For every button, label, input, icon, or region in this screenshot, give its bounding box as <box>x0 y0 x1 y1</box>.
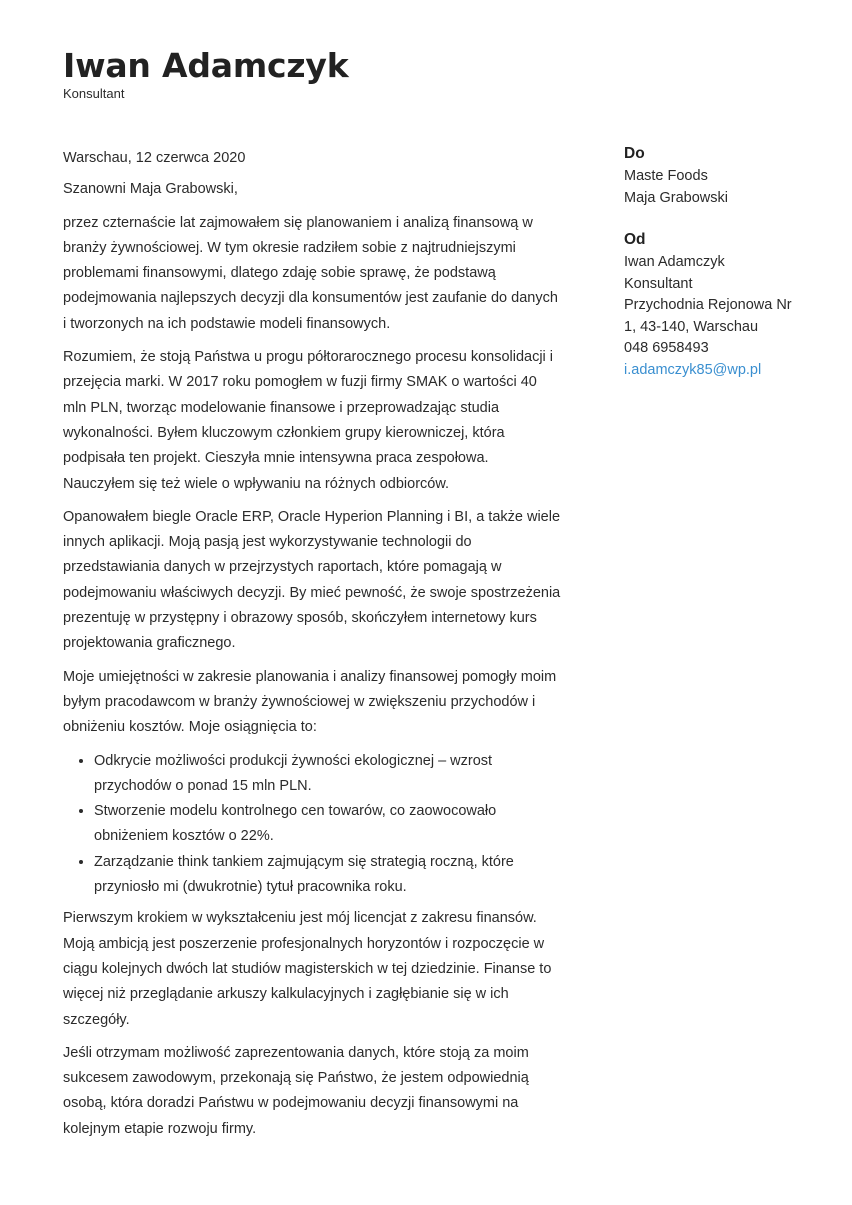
sender-phone: 048 6958493 <box>624 340 709 356</box>
contact-sidebar <box>624 144 824 402</box>
body-paragraph: Jeśli otrzymam możliwość zaprezentowania danych, które stoją za moim sukcesem zawodowym, przekonają się Państwo, że jestem odpowiednią osobą, która doradzi Państwu w podejmowaniu decyzji finansowymi na kolejnym etapie rozwoju firmy. <box>63 1044 529 1137</box>
achievement-item: • Odkrycie możliwości produkcji żywności ekologicznej – wzrost przychodów o ponad 15 mln PLN. <box>94 749 563 800</box>
sender-email-link[interactable]: i.adamczyk85@wp.pl <box>624 361 762 378</box>
applicant-name: Iwan Adamczyk <box>63 46 349 85</box>
body-paragraph: Rozumiem, że stoją Państwa u progu półtorarocznego procesu konsolidacji i przejęcia marki. W 2017 roku pomogłem w fuzji firmy SMAK o wartości 40 mln PLN, tworząc modelowanie finansowe i przeprowadzając studia wykonalności. Byłem kluczowym członkiem grupy kierowniczej, która podpisała ten projekt. Cieszyła mnie intensywna praca zespołowa. Nauczyłem się też wiele o wpływaniu na różnych odbiorców. <box>63 349 554 492</box>
sender-block <box>624 230 824 381</box>
achievement-item: • Zarządzanie think tankiem zajmującym się strategią roczną, które przyniosło mi (dwukrotnie) tytuł pracownika roku. <box>94 850 563 901</box>
letter-date: Warschau, 12 czerwca 2020 <box>63 150 246 166</box>
letter-greeting: Szanowni Maja Grabowski, <box>63 181 238 198</box>
recipient-heading: Do <box>624 145 645 162</box>
achievements-list <box>63 749 563 901</box>
letter-body <box>63 146 563 1150</box>
achievement-item: • Stworzenie modelu kontrolnego cen towarów, co zaowocowało obniżeniem kosztów o 22%. <box>94 799 563 850</box>
letter-header <box>63 46 348 102</box>
applicant-title: Konsultant <box>63 86 125 101</box>
sender-address-line1: Przychodnia Rejonowa Nr <box>624 297 792 313</box>
recipient-person: Maja Grabowski <box>624 189 728 206</box>
sender-address-line2: 1, 43-140, Warschau <box>624 318 759 335</box>
sender-heading: Od <box>624 231 646 248</box>
recipient-company: Maste Foods <box>624 168 708 184</box>
body-paragraph: przez czternaście lat zajmowałem się planowaniem i analizą finansową w branży żywnościowej. W tym okresie radziłem sobie z najtrudniejszymi problemami finansowymi, dlatego zdaję sobie sprawę, że podstawą podejmowania najlepszych decyzji dla konsumentów jest zaufanie do danych i tworzonych na ich podstawie modeli finansowych. <box>63 214 558 332</box>
body-paragraph: Pierwszym krokiem w wykształceniu jest mój licencjat z zakresu finansów. Moją ambicją jest poszerzenie profesjonalnych horyzontów i rozpoczęcie w ciągu kolejnych dwóch lat studiów magisterskich w tej dziedzinie. Finanse to więcej niż przeglądanie arkuszy kalkulacyjnych i zagłębianie się w ich szczegóły. <box>63 910 552 1028</box>
body-paragraph: Moje umiejętności w zakresie planowania i analizy finansowej pomogły moim byłym pracodawcom w branży żywnościowej w zwiększeniu przychodów i obniżeniu kosztów. Moje osiągnięcia to: <box>63 668 557 736</box>
sender-title: Konsultant <box>624 275 693 292</box>
sender-name: Iwan Adamczyk <box>624 254 725 270</box>
body-paragraph: Opanowałem biegle Oracle ERP, Oracle Hyperion Planning i BI, a także wiele innych aplikacji. Moją pasją jest wykorzystywanie technologii do przedstawiania danych w przejrzystych raportach, które pomagają w podejmowaniu właściwych decyzji. By mieć pewność, że swoje spostrzeżenia prezentuję w przystępny i obrazowy sposób, skończyłem internetowy kurs projektowania graficznego. <box>63 508 561 652</box>
recipient-block <box>624 144 824 209</box>
